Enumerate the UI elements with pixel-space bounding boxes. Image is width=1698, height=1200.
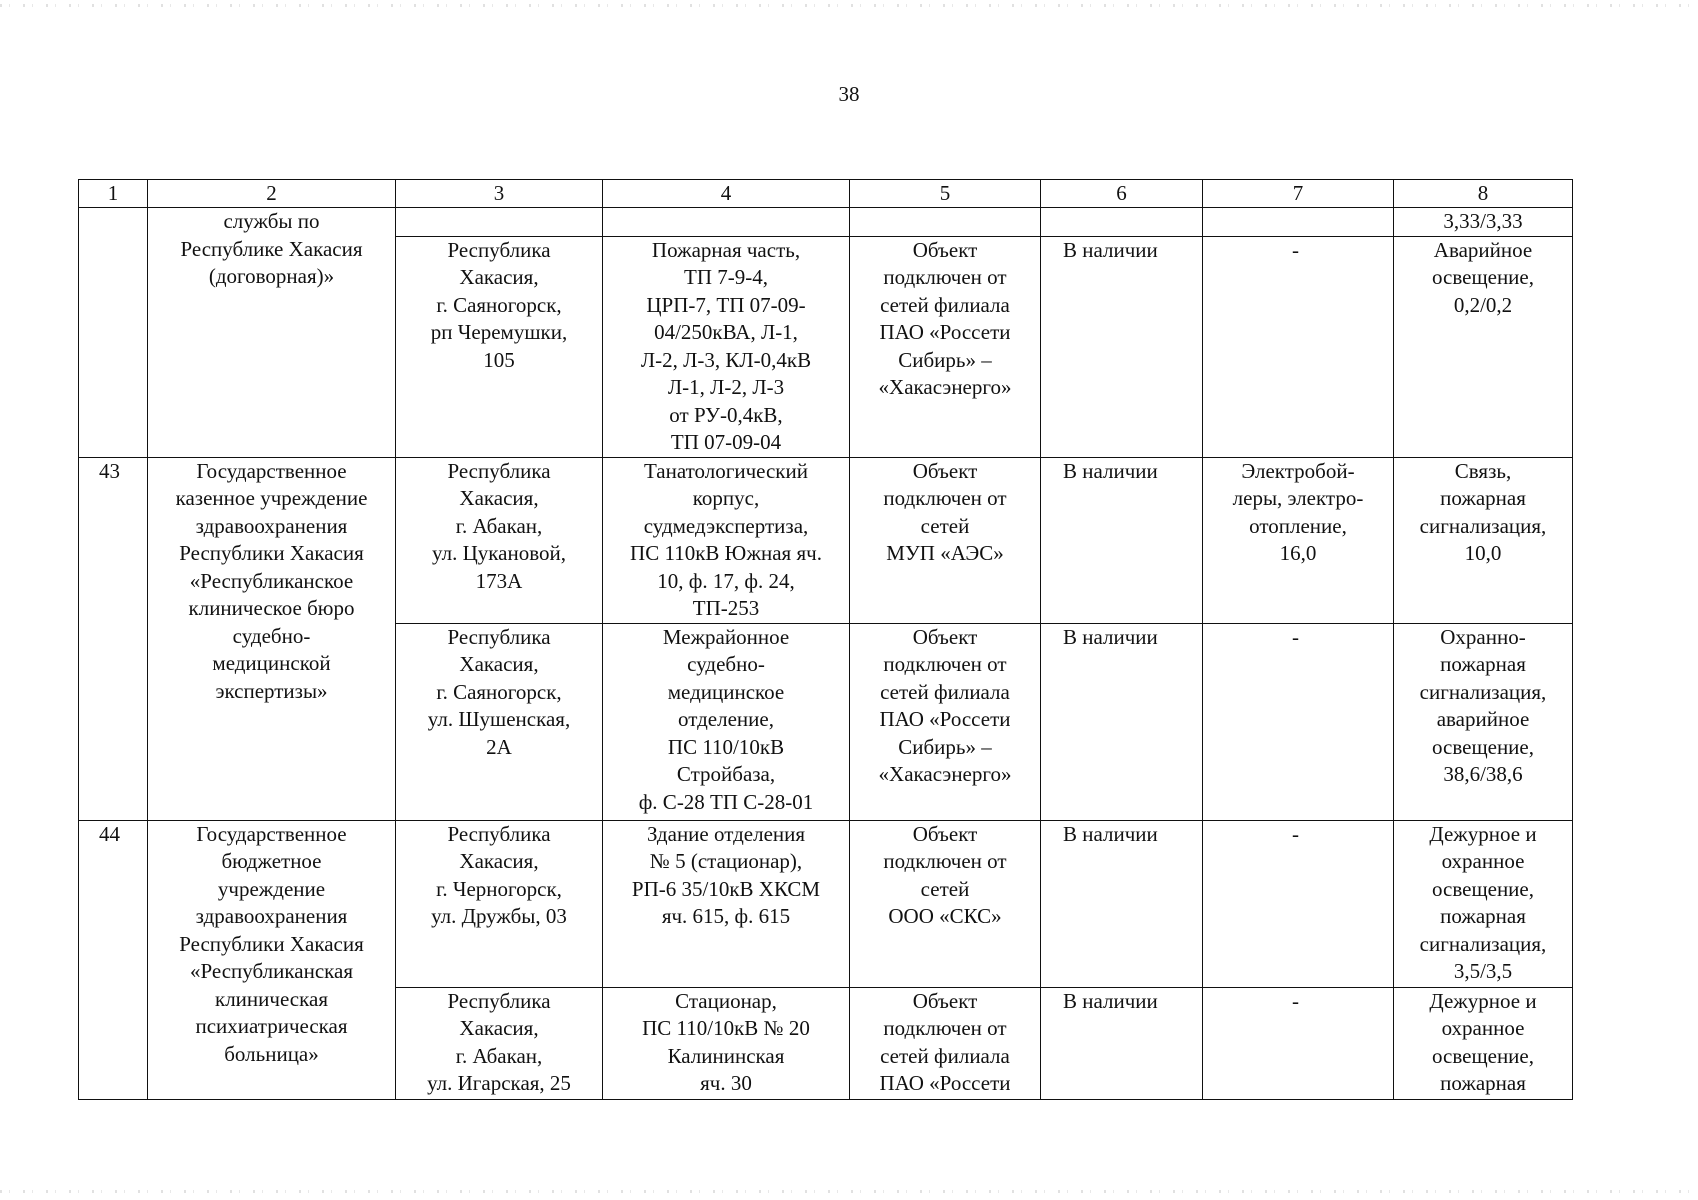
entry-number-cell <box>79 208 148 458</box>
object-cell: Танатологический корпус, судмедэкспертиза, ПС 110кВ Южная яч. 10, ф. 17, ф. 24, ТП-253 <box>603 457 850 623</box>
heating-cell: - <box>1203 623 1394 820</box>
object-cell: Здание отделения № 5 (стационар), РП-6 35/10кВ ХКСМ яч. 615, ф. 615 <box>603 820 850 987</box>
load-cell: Дежурное и охранное освещение, пожарная <box>1394 987 1573 1099</box>
organization-cell: службы по Республике Хакасия (договорная)» <box>148 208 396 458</box>
column-number-row <box>79 180 1573 208</box>
load-cell: Связь, пожарная сигнализация, 10,0 <box>1394 457 1573 623</box>
heating-cell <box>1203 208 1394 237</box>
availability-cell: В наличии <box>1041 820 1203 987</box>
load-cell: Охранно- пожарная сигнализация, аварийное освещение, 38,6/38,6 <box>1394 623 1573 820</box>
table-row <box>79 457 1573 623</box>
connection-cell: Объект подключен от сетей филиала ПАО «Россети <box>850 987 1041 1099</box>
organization-cell: Государственное бюджетное учреждение здравоохранения Республики Хакасия «Республиканская клиническая психиатрическая больница» <box>148 820 396 1099</box>
column-number: 1 <box>79 180 148 208</box>
page-number: 38 <box>838 82 860 106</box>
availability-cell: В наличии <box>1041 236 1203 457</box>
location-cell: Республика Хакасия, г. Саяногорск, рп Черемушки, 105 <box>396 236 603 457</box>
load-cell: Дежурное и охранное освещение, пожарная сигнализация, 3,5/3,5 <box>1394 820 1573 987</box>
object-cell: Стационар, ПС 110/10кВ № 20 Калининская яч. 30 <box>603 987 850 1099</box>
scan-noise-top <box>0 4 1698 7</box>
column-number: 7 <box>1203 180 1394 208</box>
heating-cell: Электробой- леры, электро- отопление, 16,0 <box>1203 457 1394 623</box>
location-cell: Республика Хакасия, г. Черногорск, ул. Дружбы, 03 <box>396 820 603 987</box>
connection-cell: Объект подключен от сетей МУП «АЭС» <box>850 457 1041 623</box>
organization-cell: Государственное казенное учреждение здравоохранения Республики Хакасия «Республиканское клиническое бюро судебно- медицинской экспертизы» <box>148 457 396 820</box>
connection-cell: Объект подключен от сетей филиала ПАО «Россети Сибирь» – «Хакасэнерго» <box>850 623 1041 820</box>
location-cell <box>396 208 603 237</box>
availability-cell: В наличии <box>1041 987 1203 1099</box>
availability-cell: В наличии <box>1041 623 1203 820</box>
connection-cell <box>850 208 1041 237</box>
utility-table <box>78 179 1573 1100</box>
load-cell: 3,33/3,33 <box>1394 208 1573 237</box>
column-number: 3 <box>396 180 603 208</box>
table-row <box>79 208 1573 237</box>
heating-cell: - <box>1203 987 1394 1099</box>
column-number: 8 <box>1394 180 1573 208</box>
location-cell: Республика Хакасия, г. Абакан, ул. Цукановой, 173А <box>396 457 603 623</box>
column-number: 4 <box>603 180 850 208</box>
column-number: 6 <box>1041 180 1203 208</box>
load-cell: Аварийное освещение, 0,2/0,2 <box>1394 236 1573 457</box>
heating-cell: - <box>1203 820 1394 987</box>
connection-cell: Объект подключен от сетей филиала ПАО «Россети Сибирь» – «Хакасэнерго» <box>850 236 1041 457</box>
entry-number-cell: 43 <box>79 457 148 820</box>
location-cell: Республика Хакасия, г. Саяногорск, ул. Шушенская, 2А <box>396 623 603 820</box>
entry-number-cell: 44 <box>79 820 148 1099</box>
object-cell <box>603 208 850 237</box>
object-cell: Пожарная часть, ТП 7-9-4, ЦРП-7, ТП 07-09- 04/250кВА, Л-1, Л-2, Л-3, КЛ-0,4кВ Л-1, Л-2, Л-3 от РУ-0,4кВ, ТП 07-09-04 <box>603 236 850 457</box>
scan-noise-bottom <box>0 1190 1698 1193</box>
heating-cell: - <box>1203 236 1394 457</box>
availability-cell <box>1041 208 1203 237</box>
connection-cell: Объект подключен от сетей ООО «СКС» <box>850 820 1041 987</box>
location-cell: Республика Хакасия, г. Абакан, ул. Игарская, 25 <box>396 987 603 1099</box>
availability-cell: В наличии <box>1041 457 1203 623</box>
column-number: 5 <box>850 180 1041 208</box>
table-row <box>79 820 1573 987</box>
column-number: 2 <box>148 180 396 208</box>
object-cell: Межрайонное судебно- медицинское отделение, ПС 110/10кВ Стройбаза, ф. С-28 ТП С-28-01 <box>603 623 850 820</box>
